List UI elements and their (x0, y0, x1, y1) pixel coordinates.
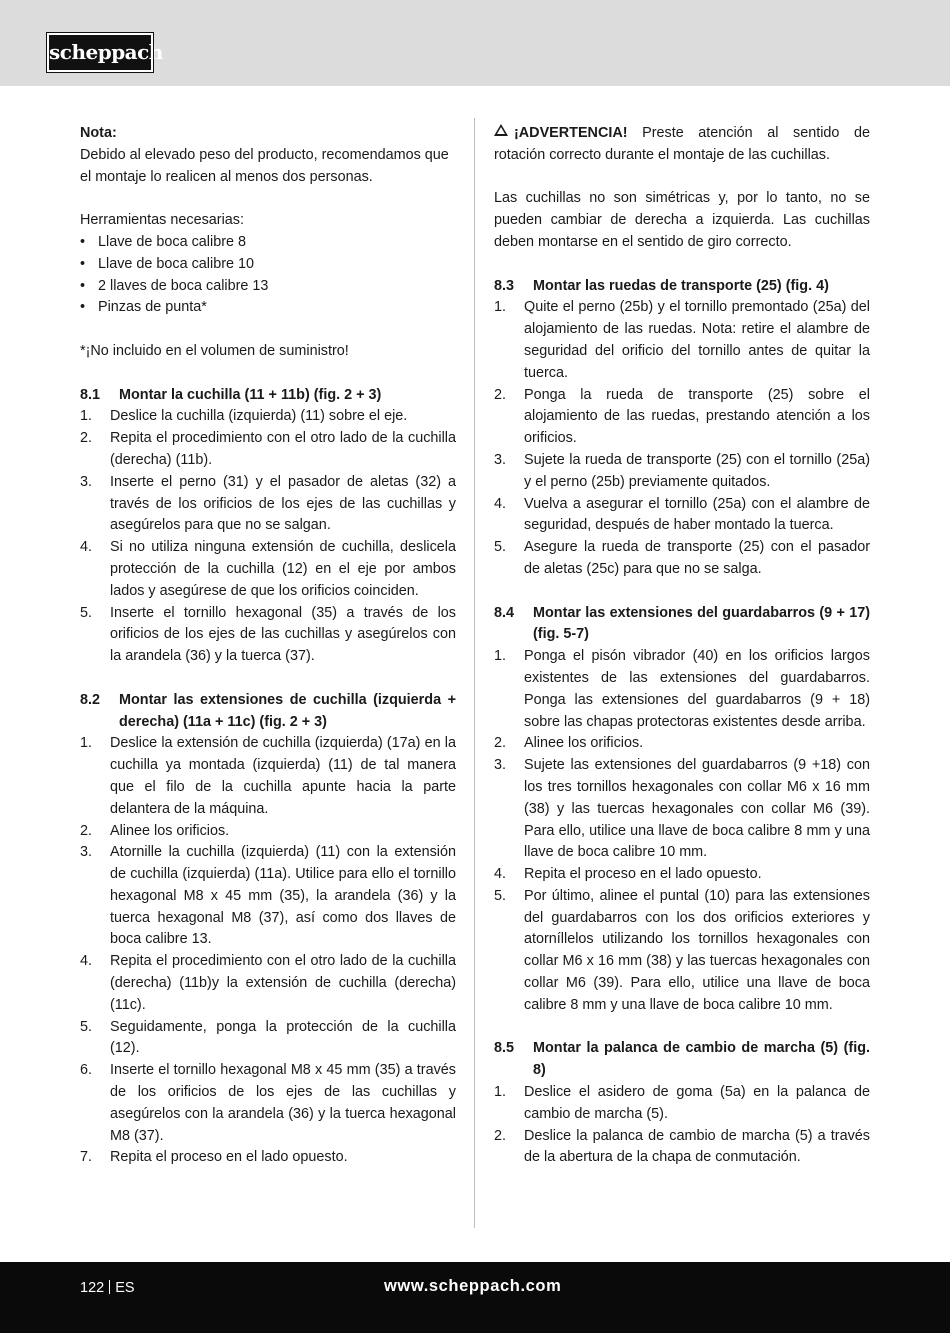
list-item (80, 1147, 456, 1169)
list-item: • Llave de boca calibre 8 (80, 232, 456, 254)
page-indicator (80, 1280, 135, 1296)
step-text: Ponga el pisón vibrador (40) en los orificios largos existentes de las extensiones del guardabarros. Ponga las extensiones del guardabarros (9 + 18) sobre las chapas protectoras existentes desde arriba. (524, 648, 870, 730)
section-number: 8.5 (494, 1040, 515, 1057)
step-text: Por último, alinee el puntal (10) para las extensiones del guardabarros con los dos orificios exteriores y atorníllelos utilizando los tornillos hexagonales con collar M6 x 16 mm (38) y las tuercas hexagonales con collar M6 (39). Para ello, utilice una llave de boca calibre 8 mm y una llave de boca calibre 10 mm. (524, 887, 870, 1013)
section-title: Montar la palanca de cambio de marcha (5) (fig. 8) (533, 1040, 870, 1079)
step-number: 2. (494, 735, 507, 752)
column-divider (474, 118, 475, 1228)
list-item (80, 472, 456, 537)
step-text: Deslice la palanca de cambio de marcha (5) a través de la abertura de la chapa de conmutación. (524, 1127, 870, 1166)
section-number: 8.1 (80, 386, 101, 403)
scheppach-logo: scheppach (47, 33, 153, 72)
step-text: Seguidamente, ponga la protección de la cuchilla (12). (110, 1018, 456, 1057)
list-item (494, 1126, 870, 1170)
section-number: 8.3 (494, 277, 515, 294)
warning-text: Preste atención al sentido de rotación correcto durante el montaje de las cuchillas. (494, 125, 870, 163)
list-item (80, 1060, 456, 1147)
list-item (80, 428, 456, 472)
step-number: 1. (494, 299, 507, 316)
step-text: Alinee los orificios. (110, 822, 230, 839)
list-item (494, 755, 870, 864)
step-number: 4. (80, 953, 93, 970)
step-number: 2. (494, 386, 507, 403)
list-item (80, 1017, 456, 1061)
separator (109, 1280, 110, 1294)
list-item (80, 951, 456, 1016)
list-item (494, 886, 870, 1017)
step-number: 1. (80, 735, 93, 752)
step-text: Ponga la rueda de transporte (25) sobre el alojamiento de las ruedas, prestando atención a los orificios. (524, 386, 870, 447)
steps-list (494, 646, 870, 1017)
section-title: Montar las extensiones del guardabarros (9 + 17) (fig. 5-7) (533, 604, 870, 643)
step-number: 5. (80, 1018, 93, 1035)
step-number: 7. (80, 1149, 93, 1166)
section-title: Montar la cuchilla (11 + 11b) (fig. 2 + 3) (119, 386, 382, 403)
step-number: 5. (494, 887, 507, 904)
website-link[interactable]: www.scheppach.com (384, 1277, 562, 1295)
page-number: 122 (80, 1280, 105, 1296)
list-item (494, 450, 870, 494)
step-number: 2. (80, 822, 93, 839)
step-number: 1. (494, 648, 507, 665)
section-heading (80, 385, 456, 407)
step-number: 5. (494, 539, 507, 556)
warning-label: ¡ADVERTENCIA! (514, 125, 628, 141)
list-item (494, 1082, 870, 1126)
step-text: Repita el proceso en el lado opuesto. (110, 1149, 348, 1166)
step-number: 6. (80, 1062, 93, 1079)
tools-list (80, 232, 456, 319)
step-text: Repita el procedimiento con el otro lado de la cuchilla (derecha) (11b). (110, 430, 456, 468)
list-item (80, 733, 456, 820)
page-header (0, 0, 950, 86)
section-heading (80, 690, 456, 734)
note-text: Debido al elevado peso del producto, recomendamos que el montaje lo realicen al menos dos personas. (80, 146, 449, 185)
step-text: Repita el procedimiento con el otro lado de la cuchilla (derecha) (11b)y la extensión de cuchilla (derecha) (11c). (110, 953, 456, 1013)
list-item (80, 537, 456, 602)
step-number: 3. (494, 451, 507, 468)
list-item (494, 494, 870, 538)
list-item (494, 537, 870, 581)
list-item (80, 603, 456, 668)
warning-icon (494, 124, 508, 136)
step-text: Inserte el tornillo hexagonal M8 x 45 mm (35) a través de los orificios de los ejes de las cuchillas y asegúrelos con la arandela (36) y la tuerca hexagonal M8 (37). (110, 1062, 456, 1144)
language-code: ES (115, 1280, 135, 1296)
list-item: • Llave de boca calibre 10 (80, 254, 456, 276)
step-number: 4. (494, 866, 507, 883)
list-item (494, 733, 870, 755)
step-number: 4. (80, 539, 93, 556)
list-item: • 2 llaves de boca calibre 13 (80, 276, 456, 298)
step-text: Asegure la rueda de transporte (25) con el pasador de aletas (25c) para que no se salga. (524, 539, 870, 577)
step-text: Deslice la cuchilla (izquierda) (11) sobre el eje. (110, 408, 408, 425)
step-text: Atornille la cuchilla (izquierda) (11) con la extensión de cuchilla (izquierda) (11a). Utilice para ello el tornillo hexagonal M8 x 45 mm (35), la arandela (36) y la tuerca hexagonal M8 (37), así como dos llaves de boca calibre 13. (110, 844, 456, 948)
note-label: Nota: (80, 125, 117, 141)
list-item (80, 821, 456, 843)
list-item (494, 385, 870, 450)
step-number: 1. (80, 408, 93, 425)
tools-label: Herramientas necesarias: (80, 212, 244, 229)
section-title: Montar las ruedas de transporte (25) (fig. 4) (533, 277, 829, 294)
right-column (494, 123, 870, 1169)
step-text: Si no utiliza ninguna extensión de cuchilla, deslicela protección de la cuchilla (12) en el eje por ambos lados y asegúrese de que los orificios coinciden. (110, 539, 456, 599)
step-number: 3. (494, 757, 507, 774)
list-item (494, 646, 870, 733)
step-text: Vuelva a asegurar el tornillo (25a) con el alambre de seguridad, después de haber montado la tuerca. (524, 495, 870, 534)
step-number: 2. (494, 1127, 507, 1144)
step-number: 3. (80, 473, 93, 490)
list-item (80, 842, 456, 951)
warning-note (494, 123, 870, 167)
step-number: 2. (80, 430, 93, 447)
step-text: Repita el proceso en el lado opuesto. (524, 866, 762, 883)
step-text: Deslice el asidero de goma (5a) en la palanca de cambio de marcha (5). (524, 1084, 870, 1122)
steps-list (494, 1082, 870, 1169)
list-item (80, 406, 456, 428)
footnote: *¡No incluido en el volumen de suministro! (80, 342, 349, 359)
step-number: 1. (494, 1084, 507, 1101)
steps-list (494, 297, 870, 580)
section-number: 8.4 (494, 604, 515, 621)
section-heading (494, 1038, 870, 1082)
blades-note: Las cuchillas no son simétricas y, por lo tanto, no se pueden cambiar de derecha a izquierda. Las cuchillas deben montarse en el sentido de giro correcto. (494, 190, 870, 250)
steps-list (80, 406, 456, 668)
section-heading (494, 603, 870, 647)
list-item (494, 864, 870, 886)
list-item (494, 297, 870, 384)
step-text: Quite el perno (25b) y el tornillo premontado (25a) del alojamiento de las ruedas. Nota: retire el alambre de seguridad del orificio del tornillo antes de quitar la tuerca. (524, 299, 870, 381)
step-number: 4. (494, 495, 507, 512)
steps-list (80, 733, 456, 1169)
step-text: Inserte el tornillo hexagonal (35) a través de los orificios de los ejes de las cuchillas y asegúrelos con la arandela (36) y la tuerca (37). (110, 604, 456, 665)
step-text: Sujete las extensiones del guardabarros (9 +18) con los tres tornillos hexagonales con collar M6 x 16 mm (38) y las tuercas hexagonales con collar M6 (39). Para ello, utilice una llave de boca calibre 8 mm y una llave de boca calibre 10 mm. (524, 757, 870, 861)
section-title: Montar las extensiones de cuchilla (izquierda + derecha) (11a + 11c) (fig. 2 + 3) (119, 691, 456, 730)
step-text: Sujete la rueda de transporte (25) con el tornillo (25a) y el perno (25b) previamente quitados. (524, 451, 870, 490)
step-text: Alinee los orificios. (524, 735, 644, 752)
left-column (80, 123, 456, 1169)
list-item: • Pinzas de punta* (80, 297, 456, 319)
step-text: Inserte el perno (31) y el pasador de aletas (32) a través de los orificios de los ejes de las cuchillas y asegúrelos para que no se salgan. (110, 473, 456, 534)
step-number: 3. (80, 844, 93, 861)
step-text: Deslice la extensión de cuchilla (izquierda) (17a) en la cuchilla ya montada (izquierda) (11) de tal manera que el filo de la cuchilla apunte hacia la parte delantera de la máquina. (110, 735, 456, 817)
step-number: 5. (80, 604, 93, 621)
page-footer (0, 1262, 950, 1333)
section-heading (494, 276, 870, 298)
section-number: 8.2 (80, 691, 101, 708)
